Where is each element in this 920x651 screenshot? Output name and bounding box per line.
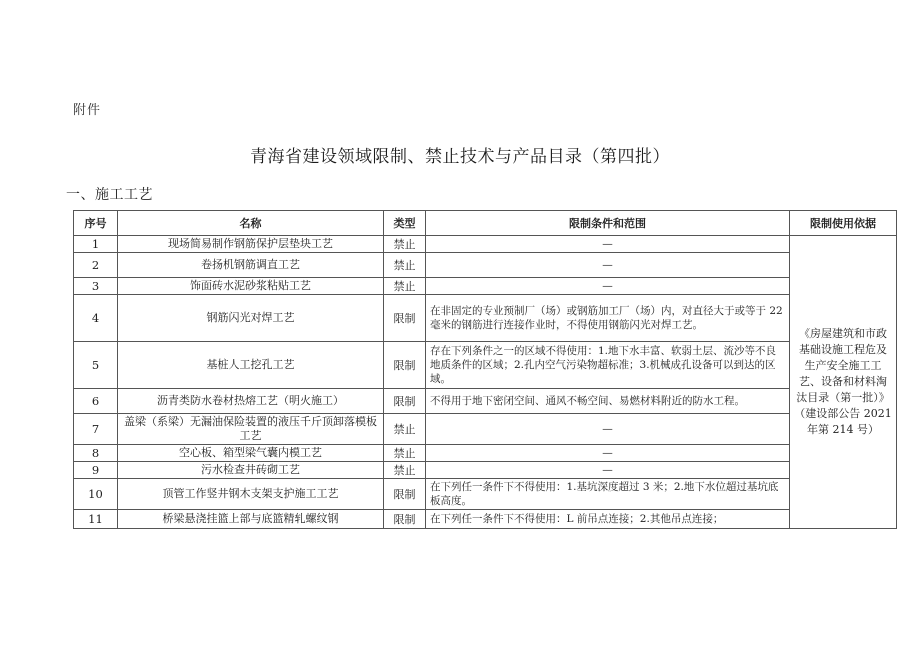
- section-heading: 一、施工工艺: [66, 187, 153, 203]
- row-condition: 在非固定的专业预制厂（场）或钢筋加工厂（场）内，对直径大于或等于 22 毫米的钢筋进行连接作业时，不得使用钢筋闪光对焊工艺。: [426, 295, 790, 342]
- table-row: [74, 479, 897, 510]
- table-row: [74, 414, 897, 445]
- table-row: [74, 295, 897, 342]
- row-number: 7: [74, 414, 118, 445]
- row-number: 1: [74, 236, 118, 253]
- row-number: 10: [74, 479, 118, 510]
- row-name: 饰面砖水泥砂浆粘贴工艺: [118, 278, 384, 295]
- row-type: 禁止: [384, 462, 426, 479]
- table-row: [74, 389, 897, 414]
- row-name: 基桩人工挖孔工艺: [118, 342, 384, 389]
- catalog-table: [73, 210, 897, 529]
- row-condition: —: [426, 236, 790, 253]
- row-name: 顶管工作竖井钢木支架支护施工工艺: [118, 479, 384, 510]
- row-number: 4: [74, 295, 118, 342]
- row-type: 禁止: [384, 278, 426, 295]
- row-name: 盖梁（系梁）无漏油保险装置的液压千斤顶卸落模板工艺: [118, 414, 384, 445]
- row-number: 11: [74, 510, 118, 529]
- column-header-no: 序号: [74, 211, 118, 236]
- table-row: [74, 462, 897, 479]
- row-type: 限制: [384, 479, 426, 510]
- attachment-label: 附件: [73, 103, 102, 118]
- row-condition: —: [426, 445, 790, 462]
- document-title: 青海省建设领域限制、禁止技术与产品目录（第四批）: [250, 147, 670, 167]
- row-condition: 存在下列条件之一的区域不得使用：1.地下水丰富、软弱土层、流沙等不良地质条件的区域；2.孔内空气污染物超标准；3.机械成孔设备可以到达的区域。: [426, 342, 790, 389]
- row-name: 现场简易制作钢筋保护层垫块工艺: [118, 236, 384, 253]
- row-name: 钢筋闪光对焊工艺: [118, 295, 384, 342]
- column-header-condition: 限制条件和范围: [426, 211, 790, 236]
- row-condition: 在下列任一条件下不得使用：1.基坑深度超过 3 米；2.地下水位超过基坑底板高度。: [426, 479, 790, 510]
- column-header-name: 名称: [118, 211, 384, 236]
- table-row: [74, 253, 897, 278]
- row-number: 8: [74, 445, 118, 462]
- row-type: 禁止: [384, 253, 426, 278]
- row-condition: 在下列任一条件下不得使用：L 前吊点连接；2.其他吊点连接；: [426, 510, 790, 529]
- row-condition: —: [426, 278, 790, 295]
- row-type: 禁止: [384, 445, 426, 462]
- row-number: 5: [74, 342, 118, 389]
- table-row: [74, 342, 897, 389]
- table-row: [74, 236, 897, 253]
- row-number: 9: [74, 462, 118, 479]
- row-type: 限制: [384, 389, 426, 414]
- row-name: 卷扬机钢筋调直工艺: [118, 253, 384, 278]
- table-row: [74, 510, 897, 529]
- column-header-basis: 限制使用依据: [790, 211, 897, 236]
- row-name: 空心板、箱型梁气囊内模工艺: [118, 445, 384, 462]
- row-condition: 不得用于地下密闭空间、通风不畅空间、易燃材料附近的防水工程。: [426, 389, 790, 414]
- row-type: 限制: [384, 342, 426, 389]
- column-header-type: 类型: [384, 211, 426, 236]
- row-type: 禁止: [384, 414, 426, 445]
- basis-cell: 《房屋建筑和市政基础设施工程危及生产安全施工工艺、设备和材料淘汰目录（第一批）》（建设部公告 2021 年第 214 号）: [790, 236, 897, 529]
- row-name: 污水检查井砖砌工艺: [118, 462, 384, 479]
- table-row: [74, 278, 897, 295]
- table-row: [74, 445, 897, 462]
- row-number: 2: [74, 253, 118, 278]
- row-name: 桥梁悬浇挂篮上部与底篮精轧螺纹钢: [118, 510, 384, 529]
- table-header-row: [74, 211, 897, 236]
- row-condition: —: [426, 462, 790, 479]
- row-number: 3: [74, 278, 118, 295]
- row-condition: —: [426, 253, 790, 278]
- row-type: 限制: [384, 295, 426, 342]
- row-condition: —: [426, 414, 790, 445]
- row-type: 禁止: [384, 236, 426, 253]
- row-name: 沥青类防水卷材热熔工艺（明火施工）: [118, 389, 384, 414]
- row-number: 6: [74, 389, 118, 414]
- row-type: 限制: [384, 510, 426, 529]
